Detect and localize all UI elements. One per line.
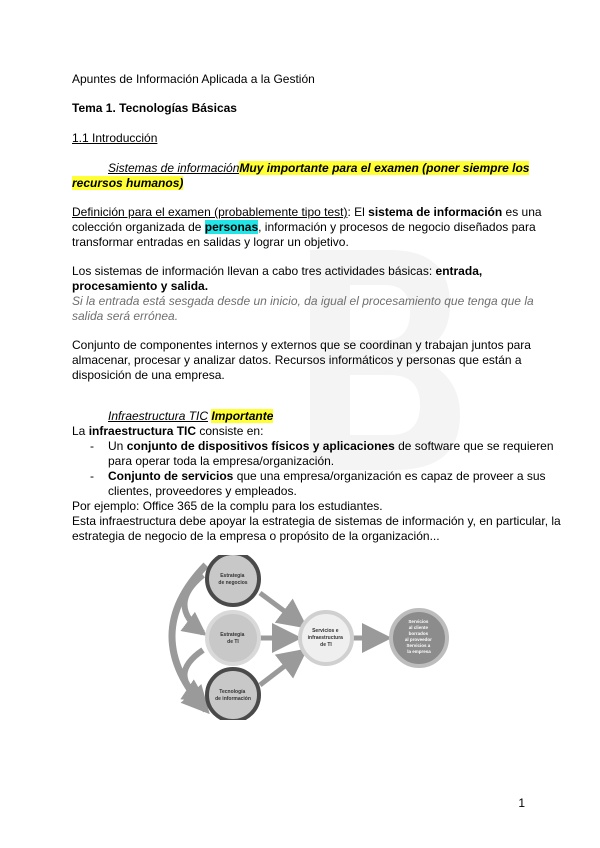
activities-line-1: [72, 264, 482, 279]
activities-text: Los sistemas de información llevan a cabo tres actividades básicas:: [72, 264, 436, 278]
arrow-business-to-services: [260, 593, 303, 625]
activities-note-1: Si la entrada está sesgada desde un inicio, da igual el procesamiento que tenga que la: [72, 294, 534, 308]
svg-text:Servicios al cliente b: [405, 619, 433, 654]
node-client-text-4: al proveedor: [404, 637, 432, 642]
topic-title: Tema 1. Tecnologías Básicas: [72, 101, 237, 115]
activities-line-2: procesamiento y salida.: [72, 279, 209, 293]
components-line-2: almacenar, procesar y analizar datos. Recursos informáticos y personas que están a: [72, 353, 522, 367]
activities-bold-1: entrada,: [435, 264, 483, 278]
arrow-curve-bottom: [185, 650, 204, 700]
infra-intro-bold: infraestructura TIC: [88, 424, 197, 438]
node-services-text-3: de TI: [320, 642, 332, 648]
infra-heading-note: Importante: [211, 409, 274, 423]
si-heading-note: Muy importante para el examen (poner siempre los: [239, 161, 530, 175]
svg-text:Tecnología de información: [215, 689, 251, 702]
page-number: 1: [518, 796, 525, 810]
arrow-tech-to-services: [260, 652, 303, 685]
section-title: 1.1 Introducción: [72, 131, 158, 145]
definition-line-1: [72, 205, 542, 220]
node-tech-text-2: de información: [215, 696, 251, 702]
node-client-text-2: al cliente: [408, 625, 428, 630]
svg-text:Estrategia de negocios: [218, 573, 247, 586]
definition-line-2: [72, 220, 536, 235]
si-heading: [108, 161, 529, 176]
definition-term: sistema de información: [368, 205, 503, 219]
infra-heading: [108, 409, 273, 424]
bullet-1-b: de software que se requieren: [394, 439, 554, 453]
node-business-text-2: de negocios: [218, 580, 248, 586]
si-heading-note-2: recursos humanos): [72, 176, 184, 190]
definition-text-1b: es una: [502, 205, 542, 219]
definition-line-3: transformar entradas en salidas y lograr un objetivo.: [72, 235, 349, 249]
definition-text-2b: , información y procesos de negocio diseñados para: [258, 220, 536, 234]
node-it-text-1: Estrategia: [220, 632, 245, 638]
si-heading-line2: [72, 176, 183, 191]
bullet-marker-1: -: [90, 439, 94, 453]
infra-heading-label: Infraestructura TIC: [108, 409, 209, 423]
definition-highlight: personas: [204, 220, 259, 234]
support-line-1: Esta infraestructura debe apoyar la estrategia de sistemas de información y, en particular, la: [72, 514, 561, 528]
activities-note-2: salida será errónea.: [72, 309, 179, 323]
bullet-2-line-1: [72, 469, 546, 484]
bullet-1-line-1: [72, 439, 554, 454]
bullet-2-line-2: clientes, proveedores y empleados.: [108, 484, 297, 498]
bullet-1-a: Un: [108, 439, 127, 453]
node-tech-text-1: Tecnología: [219, 689, 246, 695]
components-line-3: disposición de una empresa.: [72, 368, 225, 382]
components-line-1: Conjunto de componentes internos y externos que se coordinan y trabajan juntos para: [72, 338, 531, 352]
definition-label: Definición para el examen (probablemente tipo test): [72, 205, 348, 219]
node-client-text-6: la empresa: [407, 649, 431, 654]
node-client-text-3: borrados: [408, 631, 429, 636]
bullet-1-line-2: para operar toda la empresa/organización.: [108, 454, 335, 468]
node-client-text-5: Servicios a: [406, 643, 431, 648]
definition-text-1a: El: [350, 205, 369, 219]
node-it-strategy: [207, 612, 259, 664]
infra-intro-b: consiste en:: [196, 424, 264, 438]
document-title: Apuntes de Información Aplicada a la Gestión: [72, 72, 315, 86]
example-line: Por ejemplo: Office 365 de la complu para los estudiantes.: [72, 499, 383, 513]
node-business-text-1: Estrategia: [220, 573, 245, 579]
bullet-2-bold: Conjunto de servicios: [108, 469, 234, 483]
node-services-text-1: Servicios e: [312, 628, 339, 634]
bullet-1-bold: conjunto de dispositivos físicos y aplicaciones: [126, 439, 395, 453]
bullet-2-a: que una empresa/organización es capaz de proveer a sus: [233, 469, 546, 483]
it-infrastructure-diagram: [148, 555, 458, 720]
infra-intro: [72, 424, 263, 439]
definition-colon: :: [347, 205, 351, 219]
infra-intro-a: La: [72, 424, 89, 438]
node-client-text-1: Servicios: [408, 619, 429, 624]
bullet-marker-2: -: [90, 469, 94, 483]
node-it-text-2: de TI: [227, 639, 239, 645]
node-services-text-2: infraestructura: [307, 635, 343, 641]
si-heading-label: Sistemas de información: [108, 161, 240, 175]
definition-text-2a: colección organizada de: [72, 220, 205, 234]
support-line-2: estrategia de negocio de la empresa o propósito de la organización...: [72, 529, 440, 543]
